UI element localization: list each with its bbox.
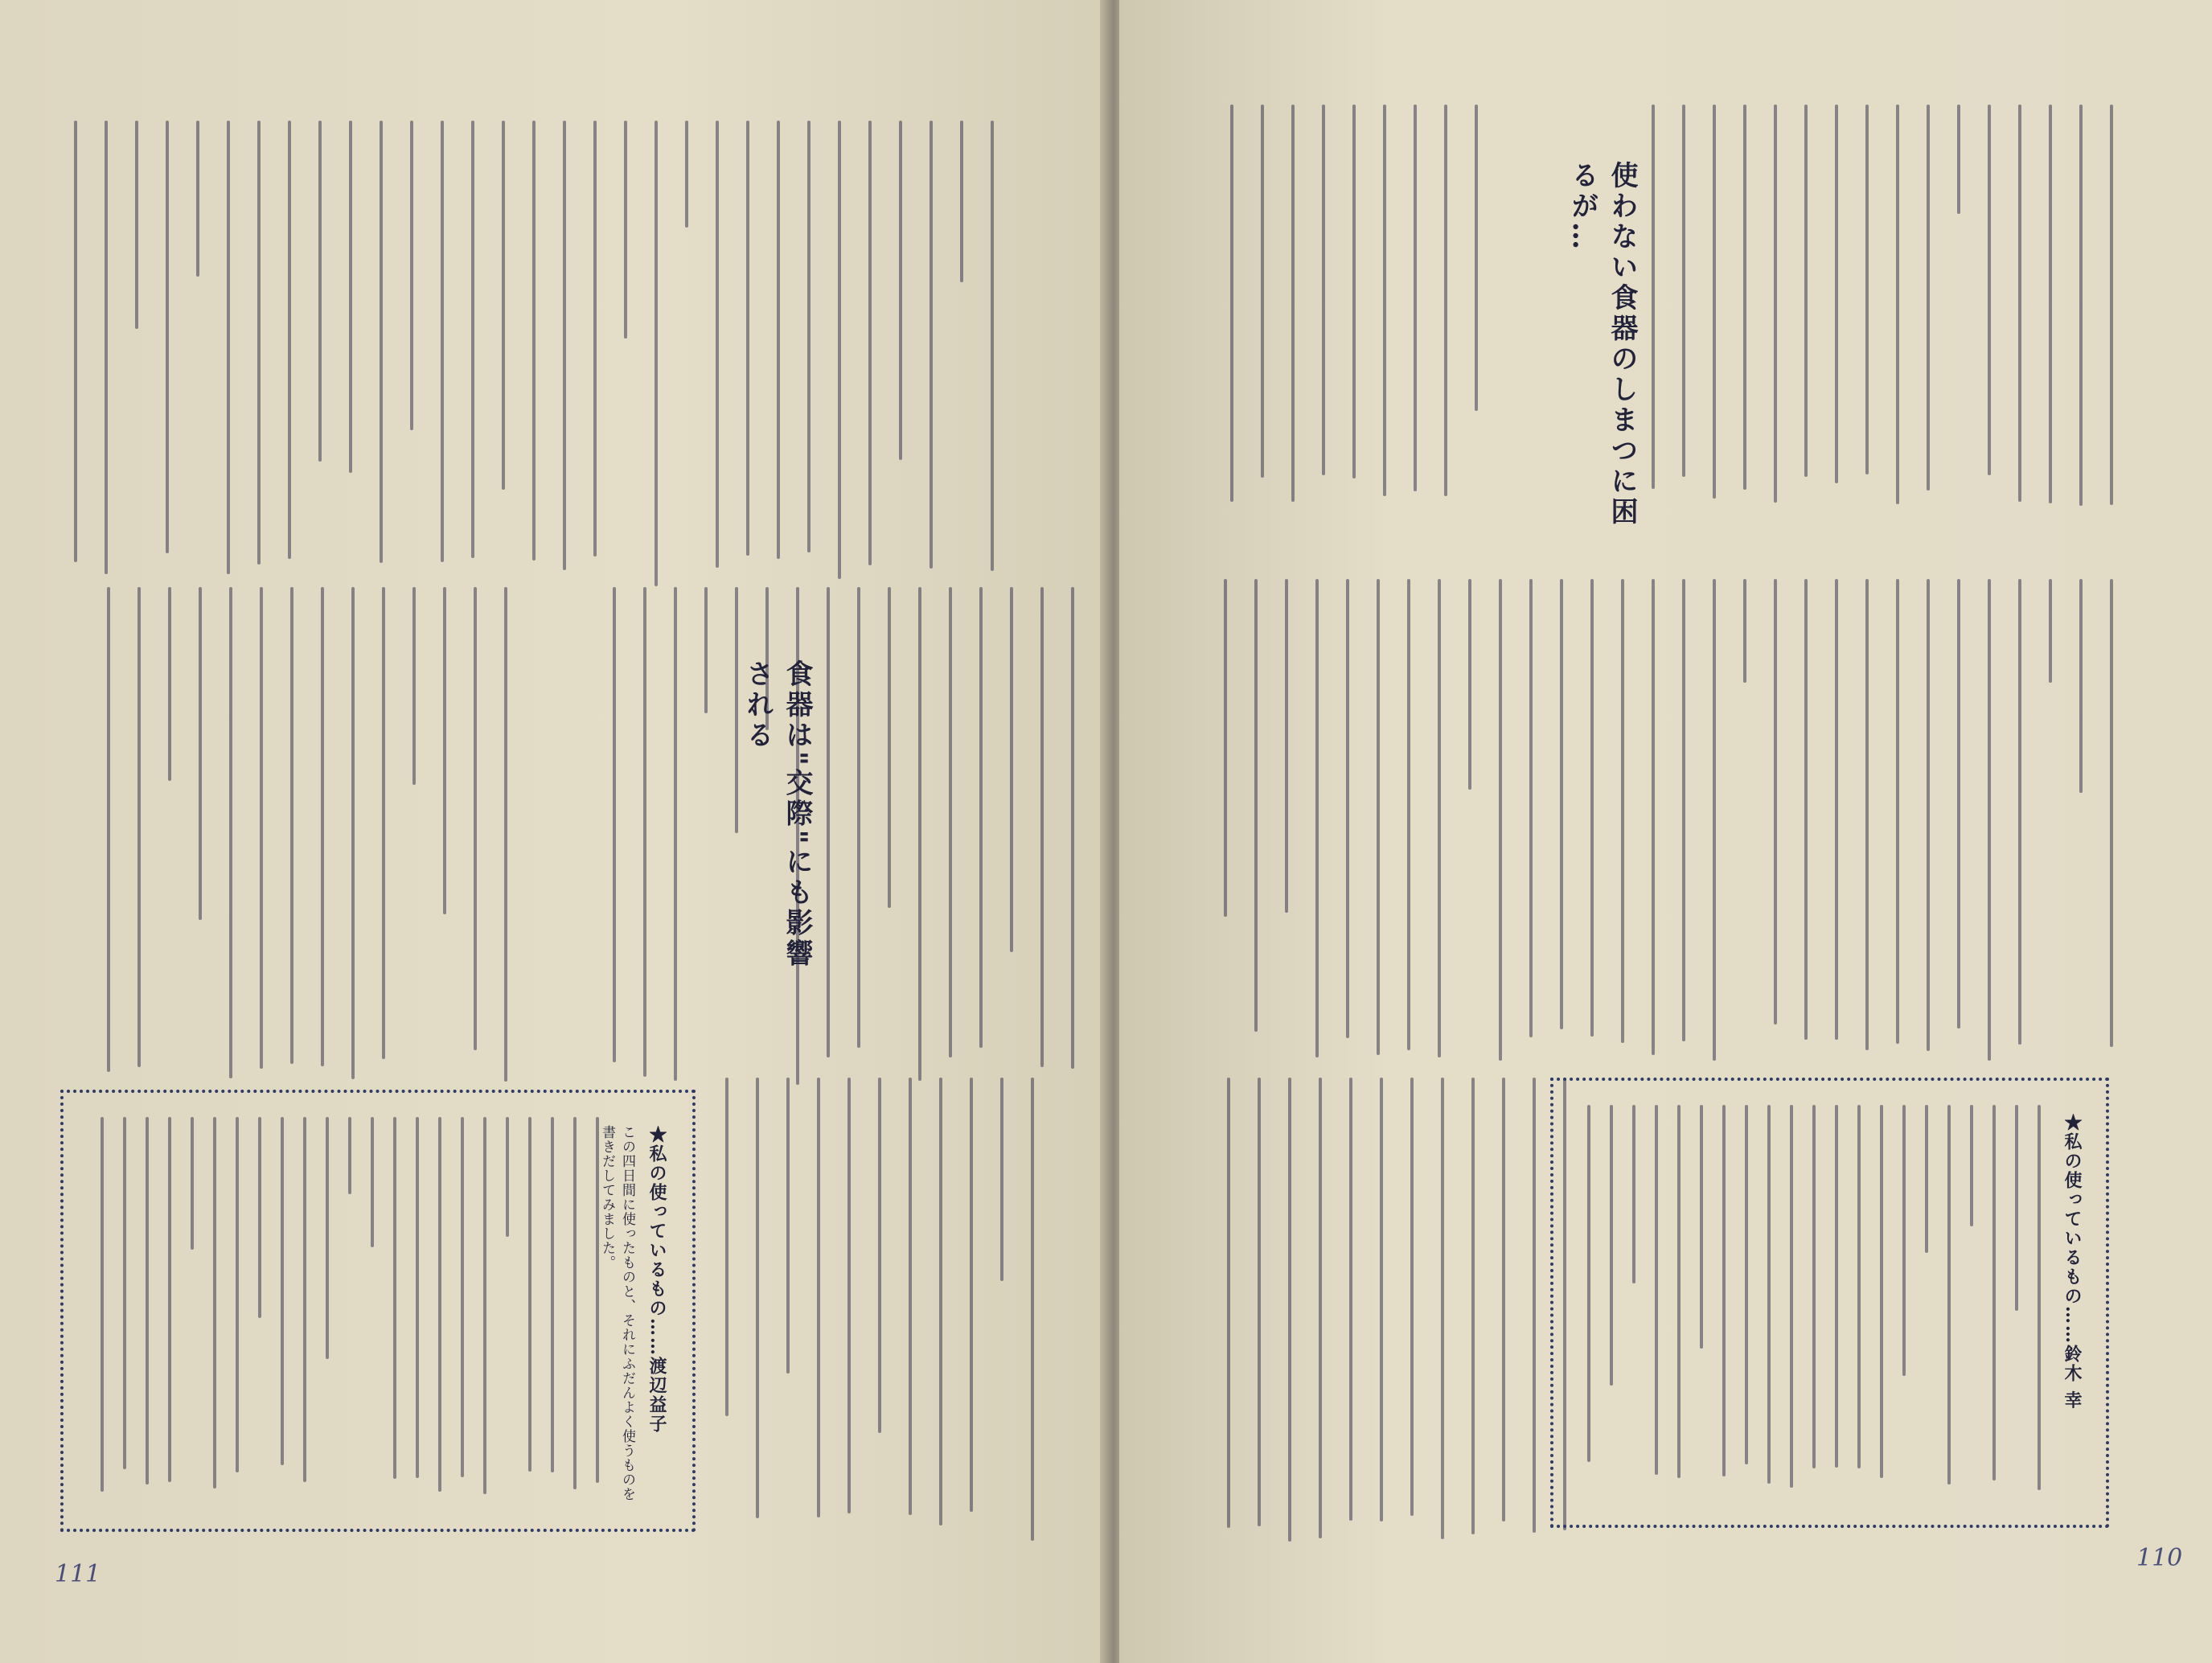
text-column-line [1767,1105,1771,1484]
text-column-line [371,1117,374,1247]
text-column-line [326,1117,329,1359]
text-column-line [101,1117,104,1492]
page-number: 111 [55,1560,101,1588]
text-column-line [1352,105,1356,478]
right-middle-text-block [1216,579,2116,1061]
text-column-line [1254,579,1258,1032]
text-column-line [2049,579,2052,683]
text-column-line [416,1117,419,1478]
text-column-line [2015,1105,2018,1311]
text-column-line [2049,105,2052,503]
text-column-line [461,1117,464,1477]
text-column-line [348,1117,351,1194]
text-column-line [777,121,780,559]
text-column-line [1970,1105,1973,1226]
left-top-text-block [72,121,997,587]
text-column-line [1957,579,1960,1029]
text-column-line [1529,579,1533,1037]
text-column-line [868,121,872,565]
text-column-line [281,1117,284,1465]
text-column-line [213,1117,216,1488]
text-column-line [624,121,627,339]
text-column-line [1722,1105,1726,1476]
text-column-line [1444,105,1447,496]
text-column-line [827,587,830,1057]
text-column-line [137,587,141,1067]
text-column-line [573,1117,577,1489]
text-column-line [807,121,811,552]
text-column-line [1475,105,1478,411]
text-column-line [288,121,291,559]
text-column-line [168,1117,171,1482]
text-column-line [1502,1078,1505,1521]
text-column-line [229,587,232,1078]
text-column-line [716,121,719,568]
right-page [1119,0,2212,1663]
right-top-text-block [1216,105,1481,507]
text-column-line [1590,579,1594,1037]
box-note: この四日間に使ったものと、それにふだんよく使うものを書きだしてみました。 [599,1125,635,1501]
text-column-line [502,121,505,490]
text-column-line [227,121,230,574]
text-column-line [483,1117,486,1494]
text-column-line [166,121,169,553]
page-number: 110 [2136,1544,2183,1572]
text-column-line [1865,105,1869,474]
text-column-line [1927,579,1930,1051]
text-column-line [441,121,444,562]
text-column-line [393,1117,396,1479]
text-column-line [412,587,416,785]
text-column-line [1319,1078,1322,1538]
text-column-line [1499,579,1502,1061]
text-column-line [1285,579,1288,913]
text-column-line [1947,1105,1951,1484]
text-column-line [1804,105,1808,477]
text-column-line [1835,105,1838,483]
text-column-line [1988,105,1991,475]
text-column-line [838,121,841,579]
text-column-line [258,1117,261,1318]
text-column-line [1835,1105,1838,1468]
text-column-line [1632,1105,1635,1283]
text-column-line [471,121,474,558]
text-column-line [1380,1078,1383,1521]
text-column-line [1857,1105,1861,1468]
text-column-line [899,121,902,460]
text-column-line [2079,105,2083,506]
text-column-line [1774,579,1777,1024]
text-column-line [504,587,507,1082]
text-column-line [1896,105,1899,504]
text-column-line [351,587,355,1079]
text-column-line [528,1117,531,1472]
text-column-line [2038,1105,2041,1490]
text-column-line [1261,105,1264,478]
text-column-line [979,587,983,1048]
text-column-line [107,587,110,1072]
text-column-line [532,121,536,560]
text-column-line [1790,1105,1793,1488]
text-column-line [1414,105,1417,491]
text-column-line [318,121,322,462]
box-item-list [1570,1105,2044,1491]
text-column-line [1471,1078,1475,1534]
text-column-line [1700,1105,1703,1349]
text-column-line [930,121,933,569]
right-top-text-block-2 [1634,105,2116,507]
text-column-line [817,1078,820,1517]
text-column-line [74,121,77,562]
text-column-line [1743,579,1746,683]
text-column-line [1383,105,1386,496]
text-column-line [1988,579,1991,1061]
text-column-line [1258,1078,1261,1526]
text-column-line [593,121,597,556]
text-column-line [888,587,891,908]
box-title: ★私の使っているもの……鈴木 幸 [2062,1113,2083,1410]
text-column-line [704,587,708,713]
text-column-line [199,587,202,920]
text-column-line [1804,579,1808,1040]
text-column-line [2110,579,2113,1047]
text-column-line [290,587,293,1064]
text-column-line [321,587,324,1066]
text-column-line [2018,105,2021,502]
left-bottom-text-block-2 [595,587,1077,1086]
text-column-line [168,587,171,781]
text-column-line [1410,1078,1414,1516]
text-column-line [382,587,385,1059]
text-column-line [1927,105,1930,491]
text-column-line [1407,579,1410,1050]
text-column-line [2110,105,2113,505]
section-heading: 使わない食器のしまつに困るが… [1566,161,1638,528]
text-column-line [1957,105,1960,214]
right-lower-text-block [1216,1078,1570,1544]
text-column-line [1000,1078,1003,1281]
text-column-line [596,1117,599,1483]
text-column-line [725,1078,728,1416]
text-column-line [443,587,446,914]
text-column-line [506,1117,509,1237]
text-column-line [1377,579,1380,1055]
text-column-line [551,1117,554,1472]
text-column-line [1438,579,1441,1057]
text-column-line [191,1117,194,1250]
text-column-line [674,587,677,1081]
text-column-line [991,121,994,571]
text-column-line [1655,1105,1658,1475]
text-column-line [438,1117,441,1492]
text-column-line [1992,1105,1996,1480]
text-column-line [260,587,263,1069]
section-heading: 食器は"交際"にも影響される [741,659,813,970]
text-column-line [1587,1105,1590,1462]
text-column-line [1774,105,1777,503]
text-column-line [123,1117,126,1469]
text-column-line [1682,579,1685,1041]
text-column-line [1315,579,1319,1057]
text-column-line [1468,579,1471,790]
left-bottom-text-block [76,587,511,1086]
text-column-line [1652,105,1655,489]
text-column-line [613,587,616,1062]
text-column-line [1713,579,1716,1061]
text-column-line [1288,1078,1291,1542]
left-lower-text-block [708,1078,1037,1544]
text-column-line [1865,579,1869,1050]
text-column-line [1610,1105,1613,1386]
text-column-line [939,1078,942,1525]
text-column-line [349,121,352,473]
text-column-line [380,121,383,563]
text-column-line [1652,579,1655,1055]
text-column-line [1227,1078,1230,1528]
tableware-list-box [1550,1078,2109,1528]
text-column-line [2079,579,2083,793]
text-column-line [1349,1078,1352,1521]
text-column-line [1071,587,1074,1069]
text-column-line [960,121,963,282]
text-column-line [146,1117,149,1484]
text-column-line [257,121,261,565]
text-column-line [847,1078,851,1513]
text-column-line [303,1117,306,1482]
text-column-line [643,587,646,1077]
text-column-line [1902,1105,1906,1376]
text-column-line [918,587,921,1081]
text-column-line [1835,579,1838,1040]
text-column-line [756,1078,759,1518]
text-column-line [563,121,566,570]
box-title: ★私の使っているもの……渡辺益子 [646,1125,667,1434]
text-column-line [1743,105,1746,490]
text-column-line [1322,105,1325,475]
text-column-line [1533,1078,1536,1533]
text-column-line [1560,579,1563,1029]
text-column-line [1291,105,1295,502]
text-column-line [1224,579,1227,917]
text-column-line [1346,579,1349,1038]
text-column-line [1677,1105,1681,1478]
text-column-line [655,121,658,586]
text-column-line [1880,1105,1883,1478]
text-column-line [1925,1105,1928,1253]
text-column-line [1621,579,1624,1043]
text-column-line [236,1117,239,1472]
text-column-line [1745,1105,1748,1464]
text-column-line [909,1078,912,1515]
text-column-line [1230,105,1233,502]
text-column-line [1682,105,1685,477]
text-column-line [1031,1078,1034,1541]
box-item-list [80,1117,602,1495]
text-column-line [1896,579,1899,1044]
text-column-line [878,1078,881,1433]
text-column-line [949,587,952,1057]
text-column-line [970,1078,973,1512]
text-column-line [135,121,138,329]
text-column-line [1441,1078,1444,1539]
text-column-line [474,587,477,1050]
text-column-line [105,121,108,574]
text-column-line [1040,587,1044,1067]
text-column-line [786,1078,790,1374]
text-column-line [410,121,413,430]
text-column-line [1010,587,1013,952]
text-column-line [1713,105,1716,499]
text-column-line [2018,579,2021,1045]
text-column-line [196,121,199,277]
text-column-line [685,121,688,228]
tableware-list-box [60,1090,696,1532]
text-column-line [746,121,749,556]
text-column-line [1812,1105,1816,1468]
text-column-line [857,587,860,1048]
